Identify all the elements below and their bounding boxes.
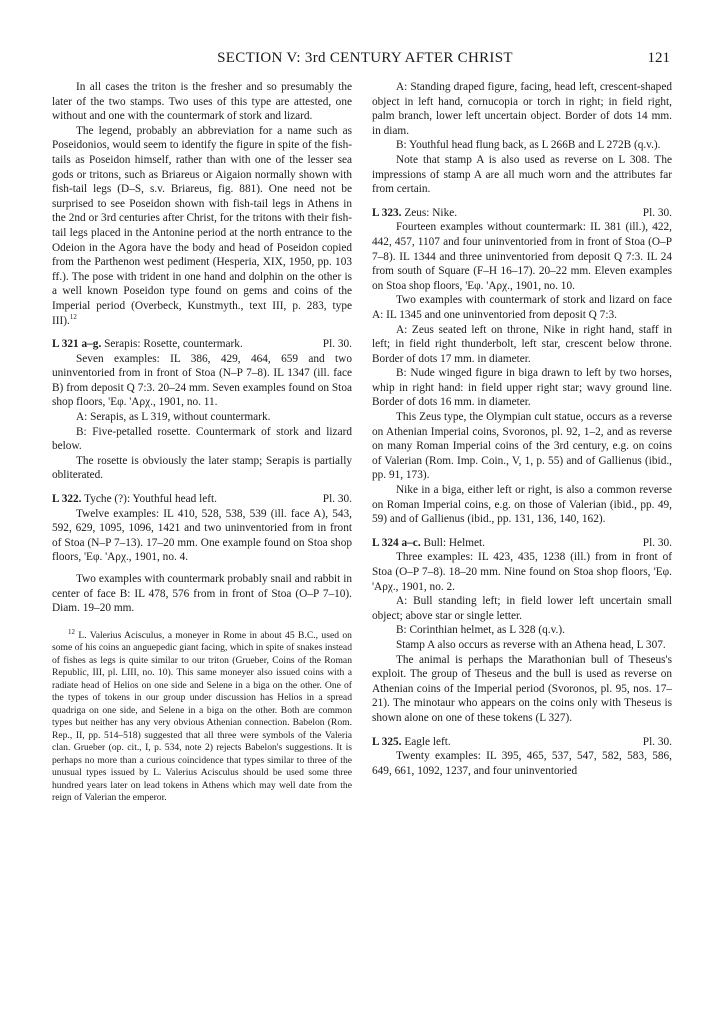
paragraph: The rosette is obviously the later stamp; Serapis is partially obliterated. bbox=[52, 454, 352, 482]
paragraph: Two examples with countermark of stork and lizard on face A: IL 1345 and one uninventoried from deposit Q 7:3. bbox=[372, 294, 672, 321]
entry-title: Serapis: Rosette, countermark. bbox=[104, 338, 243, 351]
plate-ref: Pl. 30. bbox=[642, 536, 672, 549]
paragraph: Three examples: IL 423, 435, 1238 (ill.) from in front of Stoa (O–P 7–8). 18–20 mm. Nine found on Stoa shop floors, 'Εφ. 'Αρχ., 1901, no. 2. bbox=[372, 551, 672, 593]
plate-ref: Pl. 30. bbox=[322, 338, 352, 351]
entry-title: Tyche (?): Youthful head left. bbox=[84, 493, 217, 506]
entry-ref: L 324 a–c. bbox=[372, 536, 421, 549]
entry-title: Bull: Helmet. bbox=[423, 536, 485, 549]
catalog-entry-l324 bbox=[372, 536, 672, 551]
paragraph: Twenty examples: IL 395, 465, 537, 547, 582, 583, 586, 649, 661, 1092, 1237, and four uninventoried bbox=[372, 750, 672, 777]
plate-ref: Pl. 30. bbox=[642, 735, 672, 748]
entry-title: Zeus: Nike. bbox=[404, 206, 458, 219]
right-column bbox=[372, 80, 672, 778]
face-b-description: B: Nude winged figure in biga drawn to left by two horses, whip in right hand: in field upper right star; wavy ground line. Border of dots 16 mm. in diameter. bbox=[372, 367, 672, 409]
left-column bbox=[52, 80, 352, 805]
entry-ref: L 323. bbox=[372, 206, 402, 219]
footnote-text: L. Valerius Acisculus, a moneyer in Rome in about 45 B.C., used on some of his coins an anguepedic giant facing, which in spite of snakes instead of fishes as legs is quite similar to our triton (Grueber, Coins of the Roman Republic, III, pl. LIII, no. 10). This same moneyer also issued coins with a radiate head of Helios on one side and Selene in a biga on the other. One of the types of tokens in our group under discussion has Helios in a spread quadriga on one side, and Selene in a biga on the other. Both are common types but neither has any very obvious Athenian connection. Babelon (Rom. Rep., II, pp. 514–518) suggested that all three were symbols of the Valeria clan. Grueber (op. cit., I, p. 534, note 2) rejects Babelon's suggestions. It is perhaps no more than a curious coincidence that types similar to three of the unusual types issued by L. Valerius Acisculus should be used some three hundred years later on lead tokens in Athens which may well date from the reign of Valerian the emperor. bbox=[52, 629, 352, 804]
face-a-description: A: Serapis, as L 319, without countermark. bbox=[76, 411, 271, 424]
catalog-entry-l325 bbox=[372, 735, 672, 750]
section-title: SECTION V: 3rd CENTURY AFTER CHRIST bbox=[217, 50, 513, 66]
plate-ref: Pl. 30. bbox=[322, 493, 352, 506]
paragraph: Fourteen examples without countermark: IL 381 (ill.), 422, 442, 457, 1107 and four uninventoried from in front of Stoa (O–P 7–8). IL 1344 and three uninventoried from deposit Q 7:3. IL 24 from south of Square (F–H 16–17). 20–22 mm. Eleven examples on Stoa shop floors, 'Εφ. 'Αρχ., 1901, no. 10. bbox=[372, 221, 672, 292]
face-b-description: B: Corinthian helmet, as L 328 (q.v.). bbox=[396, 624, 565, 637]
face-a-description: A: Bull standing left; in field lower left uncertain small object; above star or single letter. bbox=[372, 595, 672, 622]
paragraph: Note that stamp A is also used as reverse on L 308. The impressions of stamp A are all much worn and the attributes far from certain. bbox=[372, 153, 672, 196]
footnote bbox=[52, 627, 352, 805]
face-b-description: B: Youthful head flung back, as L 266B and L 272B (q.v.). bbox=[396, 139, 661, 152]
paragraph: This Zeus type, the Olympian cult statue, occurs as a reverse on Athenian Imperial coins, Svoronos, pl. 92, 1–2, and as reverse on many Roman Imperial coins of the 3rd century, e.g. on coins of Valerian (Rom. Imp. Coin., V, 1, p. 55) and of Gallienus (ibid., pp. 91, 173). bbox=[372, 411, 672, 482]
paragraph: Two examples with countermark probably snail and rabbit in center of face B: IL 478, 576 from in front of Stoa (O–P 7–10). Diam. 19–20 mm. bbox=[52, 573, 352, 615]
running-header bbox=[60, 50, 670, 72]
paragraph: Stamp A also occurs as reverse with an Athena head, L 307. bbox=[396, 638, 666, 651]
face-b-description: B: Five-petalled rosette. Countermark of stork and lizard below. bbox=[52, 425, 352, 453]
paragraph: Twelve examples: IL 410, 528, 538, 539 (ill. face A), 543, 592, 629, 1095, 1096, 1421 and two uninventoried from in front of Stoa (N–P 7–13). 17–20 mm. One example found on Stoa shop floors, 'Εφ. 'Αρχ., 1901, no. 4. bbox=[52, 507, 352, 564]
face-a-description: A: Zeus seated left on throne, Nike in right hand, staff in left; in field right thunderbolt, left star, crescent below throne. Border of dots 17 mm. in diameter. bbox=[372, 323, 672, 365]
entry-ref: L 321 a–g. bbox=[52, 338, 102, 351]
entry-title: Eagle left. bbox=[404, 735, 451, 748]
catalog-entry-l323 bbox=[372, 206, 672, 221]
paragraph: Seven examples: IL 386, 429, 464, 659 and two uninventoried from in front of Stoa (N–P 7–8). IL 1347 (ill. face B) from deposit Q 7:3. 20–24 mm. Seven examples found on Stoa shop floors, 'Εφ. 'Αρχ., 1901, no. 11. bbox=[52, 352, 352, 409]
entry-ref: L 325. bbox=[372, 735, 402, 748]
page-number: 121 bbox=[647, 50, 670, 66]
catalog-entry-l321 bbox=[52, 337, 352, 352]
catalog-entry-l322 bbox=[52, 492, 352, 507]
paragraph: The animal is perhaps the Marathonian bull of Theseus's exploit. The group of Theseus and the bull is used as reverse on Athenian coins of the Imperial period (Svoronos, pl. 95, nos. 17–21). The minotaur who appears on the coins only with Theseus is shown alone on one of these tokens (L 327). bbox=[372, 653, 672, 724]
plate-ref: Pl. 30. bbox=[642, 206, 672, 219]
footnote-number: 12 bbox=[68, 627, 75, 636]
paragraph: In all cases the triton is the fresher and so presumably the later of the two stamps. Two uses of this type are attested, one without and one with the countermark of stork and lizard. bbox=[52, 81, 352, 123]
paragraph: The legend, probably an abbreviation for a name such as Poseidonios, would seem to identify the figure in spite of the fish-tails as Poseidon himself, rather than with one of the lesser sea gods or tritons, such as Briareus or Aigaion normally shown with fish-tail legs (D–S, s.v. Briareus, fig. 881). One need not be surprised to see Poseidon shown with fish-tail legs in Athens in the 2nd or 3rd centuries after Christ, for the tritons with their fish-tail legs placed in the Antonine period at the north entrance to the Odeion in the Agora have the body and head of Poseidon copied from the Parthenon west pediment (Hesperia, XIX, 1950, pp. 103 ff.). The pose with trident in one hand and dolphin on the other is a well known Poseidon type found on gems and coins of the Imperial period (Overbeck, Kunstmyth., text III, p. 283, type III).$^{12}$ bbox=[52, 124, 352, 327]
footnote-ref: 12 bbox=[69, 312, 77, 321]
entry-ref: L 322. bbox=[52, 493, 82, 506]
face-a-description: A: Standing draped figure, facing, head left, crescent-shaped object in left hand, cornucopia or torch in right; in field right, palm branch, lower left uncertain object. Border of dots 14 mm. in diam. bbox=[372, 81, 672, 137]
paragraph: Nike in a biga, either left or right, is also a common reverse on Roman Imperial coins, e.g. on those of Valerian (ibid., pp. 49, 59) and of Gallienus (ibid., pp. 131, 136, 140, 162). bbox=[372, 484, 672, 526]
